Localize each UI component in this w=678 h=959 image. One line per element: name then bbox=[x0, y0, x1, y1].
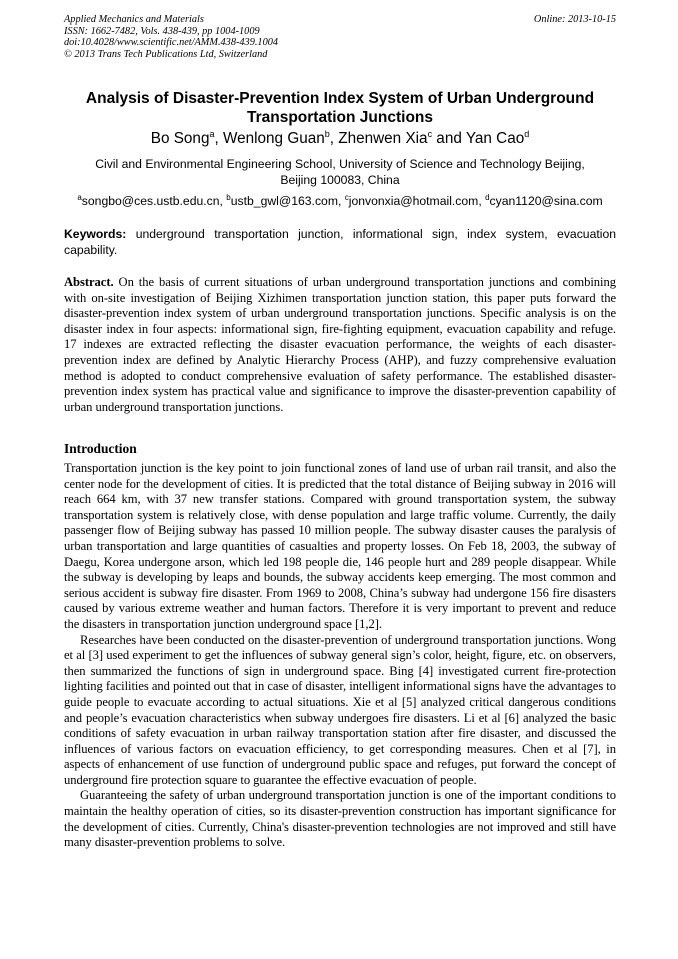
abstract-paragraph bbox=[64, 275, 616, 415]
email-superscript: c bbox=[344, 192, 349, 202]
section-heading-introduction: Introduction bbox=[64, 441, 137, 456]
doi-line: doi:10.4028/www.scientific.net/AMM.438-439.1004 bbox=[64, 37, 279, 49]
intro-paragraph-1: Transportation junction is the key point to join functional zones of land use of urban rail transit, and also the center node for the development of cities. It is predicted that the total distance of Beijing subway in 2016 will reach 664 km, with 37 new transfer stations. Compared with ground transportation system, the subway transportation system is relatively close, with dense population and large traffic volume. Currently, the daily passenger flow of Beijing subway has passed 10 million people. The subway disaster causes the paralysis of urban transportation and large quantities of casualties and property losses. On Feb 18, 2003, the subway of Daegu, Korea undergone arson, which led 198 people die, 146 people hurt and 289 people disappear. While the subway is developing by leaps and bounds, the subway accidents keep emerging. The most common and serious accident is subway fire disaster. From 1969 to 2008, China’s subway had undergone 156 fire disasters caused by various extreme weather and human factors. Therefore it is very important to prevent and reduce the disasters in transportation junction underground space [1,2]. bbox=[64, 461, 616, 631]
issn-line: ISSN: 1662-7482, Vols. 438-439, pp 1004-1009 bbox=[64, 25, 260, 37]
keywords bbox=[64, 227, 616, 258]
intro-paragraph-2: Researches have been conducted on the disaster-prevention of underground transportation junctions. Wong et al [3] used experiment to get the influences of subway general sign’s color, height, figure, etc. on observers, then summarized the functions of sign in underground space. Bing [4] investigated current fire-protection lighting facilities and pointed out that in case of disaster, intelligent informational signs have the advantages to guide people to evacuate according to actual situations. Xie et al [5] analyzed critical dangerous conditions and people’s evacuation characteristics when subway undergoes fire disasters. Li et al [6] analyzed the basic conditions of safety evacuation in urban railway transportation station after fire disaster, and discussed the influences of various factors on evacuation efficiency, to get corresponding measures. Chen et al [7], in aspects of enhancement of use function of underground public space and refuges, put forward the concept of underground fire protection square to guarantee the effective evacuation of people. bbox=[64, 632, 616, 787]
affiliation-line-2: Beijing 100083, China bbox=[280, 173, 400, 187]
affiliation bbox=[64, 156, 616, 188]
author-name: Zhenwen Xia bbox=[338, 130, 428, 147]
keywords-text: underground transportation junction, informational sign, index system, evacuation capability. bbox=[64, 227, 616, 257]
email-superscript: a bbox=[77, 192, 82, 202]
abstract-text: On the basis of current situations of urban underground transportation junctions and combining with on-site investigation of Beijing Xizhimen transportation junction station, this paper puts forward the disaster-prevention index system of urban underground transportation junctions. Specific analysis is on the disaster index in four aspects: informational sign, fire-fighting equipment, evacuation capability and refuge. 17 indexes are extracted reflecting the disaster evacuation performance, the weights of each disaster-prevention index are defined by Analytic Hierarchy Process (AHP), and fuzzy comprehensive evaluation method is adopted to conduct comprehensive evaluation of safety performance. The established disaster-prevention index system has practical value and significance to improve the disaster-prevention capability of urban underground transportation junctions. bbox=[64, 275, 616, 414]
title-line-1: Analysis of Disaster-Prevention Index System of Urban Underground bbox=[85, 90, 595, 107]
online-date: Online: 2013-10-15 bbox=[533, 14, 616, 25]
author-superscript: d bbox=[524, 128, 530, 139]
email-address: songbo@ces.ustb.edu.cn, bbox=[81, 194, 227, 208]
title-line-2: Transportation Junctions bbox=[246, 109, 433, 126]
author-name: Bo Song bbox=[150, 130, 210, 147]
email-address: cyan1120@sina.com bbox=[489, 194, 603, 208]
journal-name: Applied Mechanics and Materials bbox=[64, 14, 204, 25]
author-name: Yan Cao bbox=[465, 130, 525, 147]
author-separator: and bbox=[432, 130, 466, 147]
author-superscript: b bbox=[324, 128, 330, 139]
introduction-body bbox=[64, 461, 616, 851]
keywords-label: Keywords: bbox=[64, 227, 127, 241]
email-superscript: b bbox=[226, 192, 231, 202]
email-address: ustb_gwl@163.com, bbox=[230, 194, 345, 208]
copyright-line: © 2013 Trans Tech Publications Ltd, Switzerland bbox=[64, 48, 268, 60]
journal-header bbox=[64, 14, 616, 60]
email-address: jonvonxia@hotmail.com, bbox=[348, 194, 486, 208]
intro-paragraph-3: Guaranteeing the safety of urban underground transportation junction is one of the important conditions to maintain the healthy operation of cities, so its disaster-prevention construction has important significance for the development of cities. Currently, China's disaster-prevention technologies are not improved and still have many disaster-prevention problems to solve. bbox=[64, 788, 616, 850]
author-name: Wenlong Guan bbox=[222, 130, 325, 147]
author-separator: , bbox=[214, 130, 223, 147]
abstract-label: Abstract. bbox=[64, 275, 114, 289]
author-list bbox=[64, 130, 616, 148]
abstract bbox=[64, 275, 616, 415]
email-superscript: d bbox=[485, 192, 490, 202]
affiliation-line-1: Civil and Environmental Engineering School, University of Science and Technology Beijing, bbox=[95, 157, 585, 171]
author-superscript: c bbox=[427, 128, 433, 139]
author-separator: , bbox=[329, 130, 339, 147]
author-emails bbox=[64, 193, 616, 209]
author-superscript: a bbox=[209, 128, 215, 139]
paper-title bbox=[64, 89, 616, 127]
